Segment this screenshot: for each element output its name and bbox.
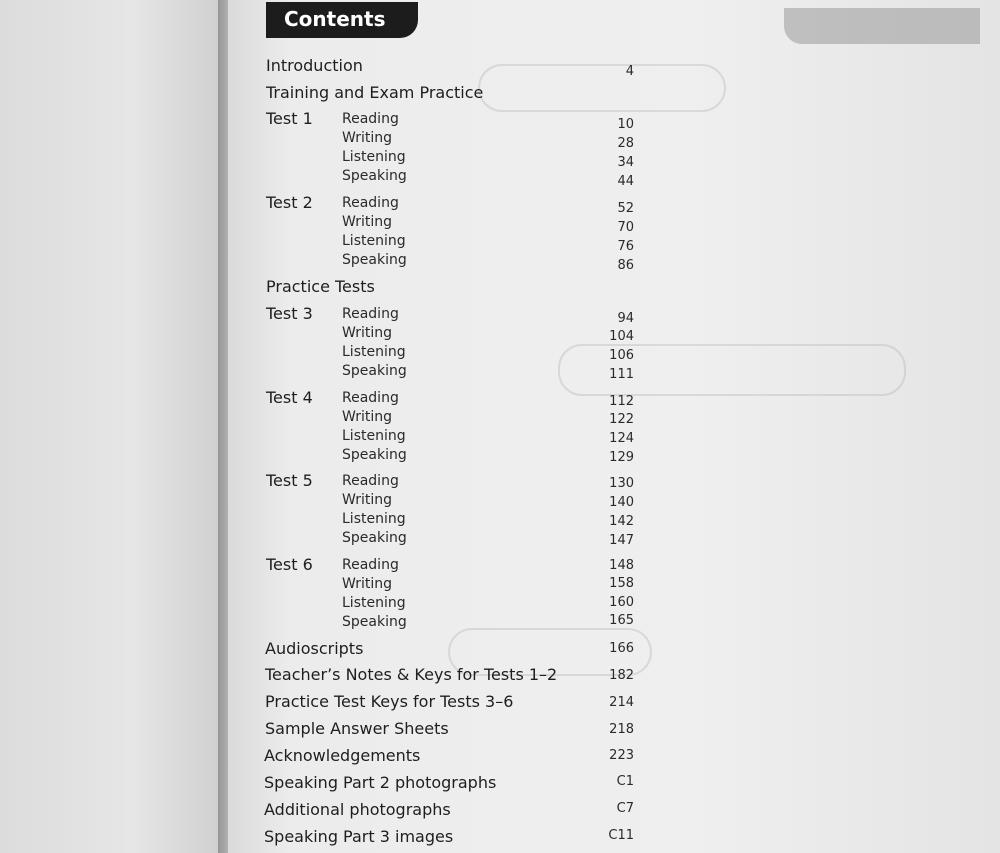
toc-test-2[interactable]: Test 2	[266, 193, 313, 212]
toc-item[interactable]: Reading	[342, 473, 399, 489]
toc-page-number: 112	[609, 394, 634, 409]
toc-test-4[interactable]: Test 4	[266, 388, 313, 407]
toc-test-6[interactable]: Test 6	[266, 555, 313, 574]
toc-page-number: 44	[617, 174, 634, 189]
toc-item[interactable]: Listening	[342, 149, 406, 165]
toc-page-number: 76	[617, 239, 634, 254]
toc-page-number: 94	[617, 311, 634, 326]
toc-page-number: 165	[609, 613, 634, 628]
toc-item[interactable]: Speaking	[342, 614, 407, 630]
toc-item[interactable]: Speaking	[342, 447, 407, 463]
toc-page-number: 214	[609, 695, 634, 710]
toc-item[interactable]: Writing	[342, 492, 392, 508]
toc-section-practice-tests[interactable]: Practice Tests	[266, 277, 375, 296]
toc-page-number: 10	[617, 117, 634, 132]
toc-page-number: 129	[609, 450, 634, 465]
toc-item[interactable]: Reading	[342, 390, 399, 406]
toc-page-number: 130	[609, 476, 634, 491]
toc-item[interactable]: Listening	[342, 344, 406, 360]
toc-item[interactable]: Writing	[342, 130, 392, 146]
toc-item[interactable]: Writing	[342, 325, 392, 341]
toc-item[interactable]: Listening	[342, 428, 406, 444]
toc-page-number: 166	[609, 641, 634, 656]
toc-page-number: 218	[609, 722, 634, 737]
toc-entry-audioscripts[interactable]: Audioscripts	[265, 639, 364, 658]
toc-page-number: C1	[616, 774, 634, 789]
toc-item[interactable]: Reading	[342, 557, 399, 573]
toc-item[interactable]: Writing	[342, 214, 392, 230]
toc-item[interactable]: Speaking	[342, 252, 407, 268]
toc-page-number: 147	[609, 533, 634, 548]
toc-page-number: 223	[609, 748, 634, 763]
toc-item[interactable]: Writing	[342, 576, 392, 592]
toc-page-number: 124	[609, 431, 634, 446]
toc-item[interactable]: Writing	[342, 409, 392, 425]
toc-page-number: 148	[609, 558, 634, 573]
toc-entry-speaking-part-2[interactable]: Speaking Part 2 photographs	[264, 773, 497, 792]
toc-item[interactable]: Listening	[342, 595, 406, 611]
toc-page-number: C7	[616, 801, 634, 816]
toc-entry-speaking-part-3[interactable]: Speaking Part 3 images	[264, 827, 454, 846]
toc-entry-practice-test-keys[interactable]: Practice Test Keys for Tests 3–6	[265, 692, 514, 711]
toc-item[interactable]: Speaking	[342, 168, 407, 184]
toc-item[interactable]: Speaking	[342, 363, 407, 379]
page-title: Contents	[284, 7, 386, 31]
toc-entry-introduction[interactable]: Introduction	[266, 56, 363, 75]
toc-page-number: 111	[609, 367, 634, 382]
toc-item[interactable]: Listening	[342, 511, 406, 527]
toc-entry-additional-photographs[interactable]: Additional photographs	[264, 800, 451, 819]
toc-page-number: 28	[617, 136, 634, 151]
toc-entry-acknowledgements[interactable]: Acknowledgements	[264, 746, 421, 765]
toc-page-number: 70	[617, 220, 634, 235]
toc-page-number: 140	[609, 495, 634, 510]
toc-test-3[interactable]: Test 3	[266, 304, 313, 323]
toc-page-number: 158	[609, 576, 634, 591]
toc-item[interactable]: Reading	[342, 306, 399, 322]
toc-page-number: 86	[617, 258, 634, 273]
toc-page-number: 4	[625, 64, 634, 79]
toc-page-number: 106	[609, 348, 634, 363]
toc-test-5[interactable]: Test 5	[266, 471, 313, 490]
toc-item[interactable]: Speaking	[342, 530, 407, 546]
toc-entry-answer-sheets[interactable]: Sample Answer Sheets	[265, 719, 449, 738]
toc-item[interactable]: Reading	[342, 111, 399, 127]
toc-page-number: 142	[609, 514, 634, 529]
toc-section-training[interactable]: Training and Exam Practice	[266, 83, 484, 102]
toc-page-number: 160	[609, 595, 634, 610]
toc-test-1[interactable]: Test 1	[266, 109, 313, 128]
toc-entry-teachers-notes[interactable]: Teacher’s Notes & Keys for Tests 1–2	[265, 665, 558, 684]
toc-page-number: 122	[609, 412, 634, 427]
toc-item[interactable]: Listening	[342, 233, 406, 249]
toc-page-number: 52	[617, 201, 634, 216]
toc-item[interactable]: Reading	[342, 195, 399, 211]
toc-page-number: 104	[609, 329, 634, 344]
toc-page-number: 34	[617, 155, 634, 170]
toc-page-number: 182	[609, 668, 634, 683]
toc-page-number: C11	[608, 828, 634, 843]
